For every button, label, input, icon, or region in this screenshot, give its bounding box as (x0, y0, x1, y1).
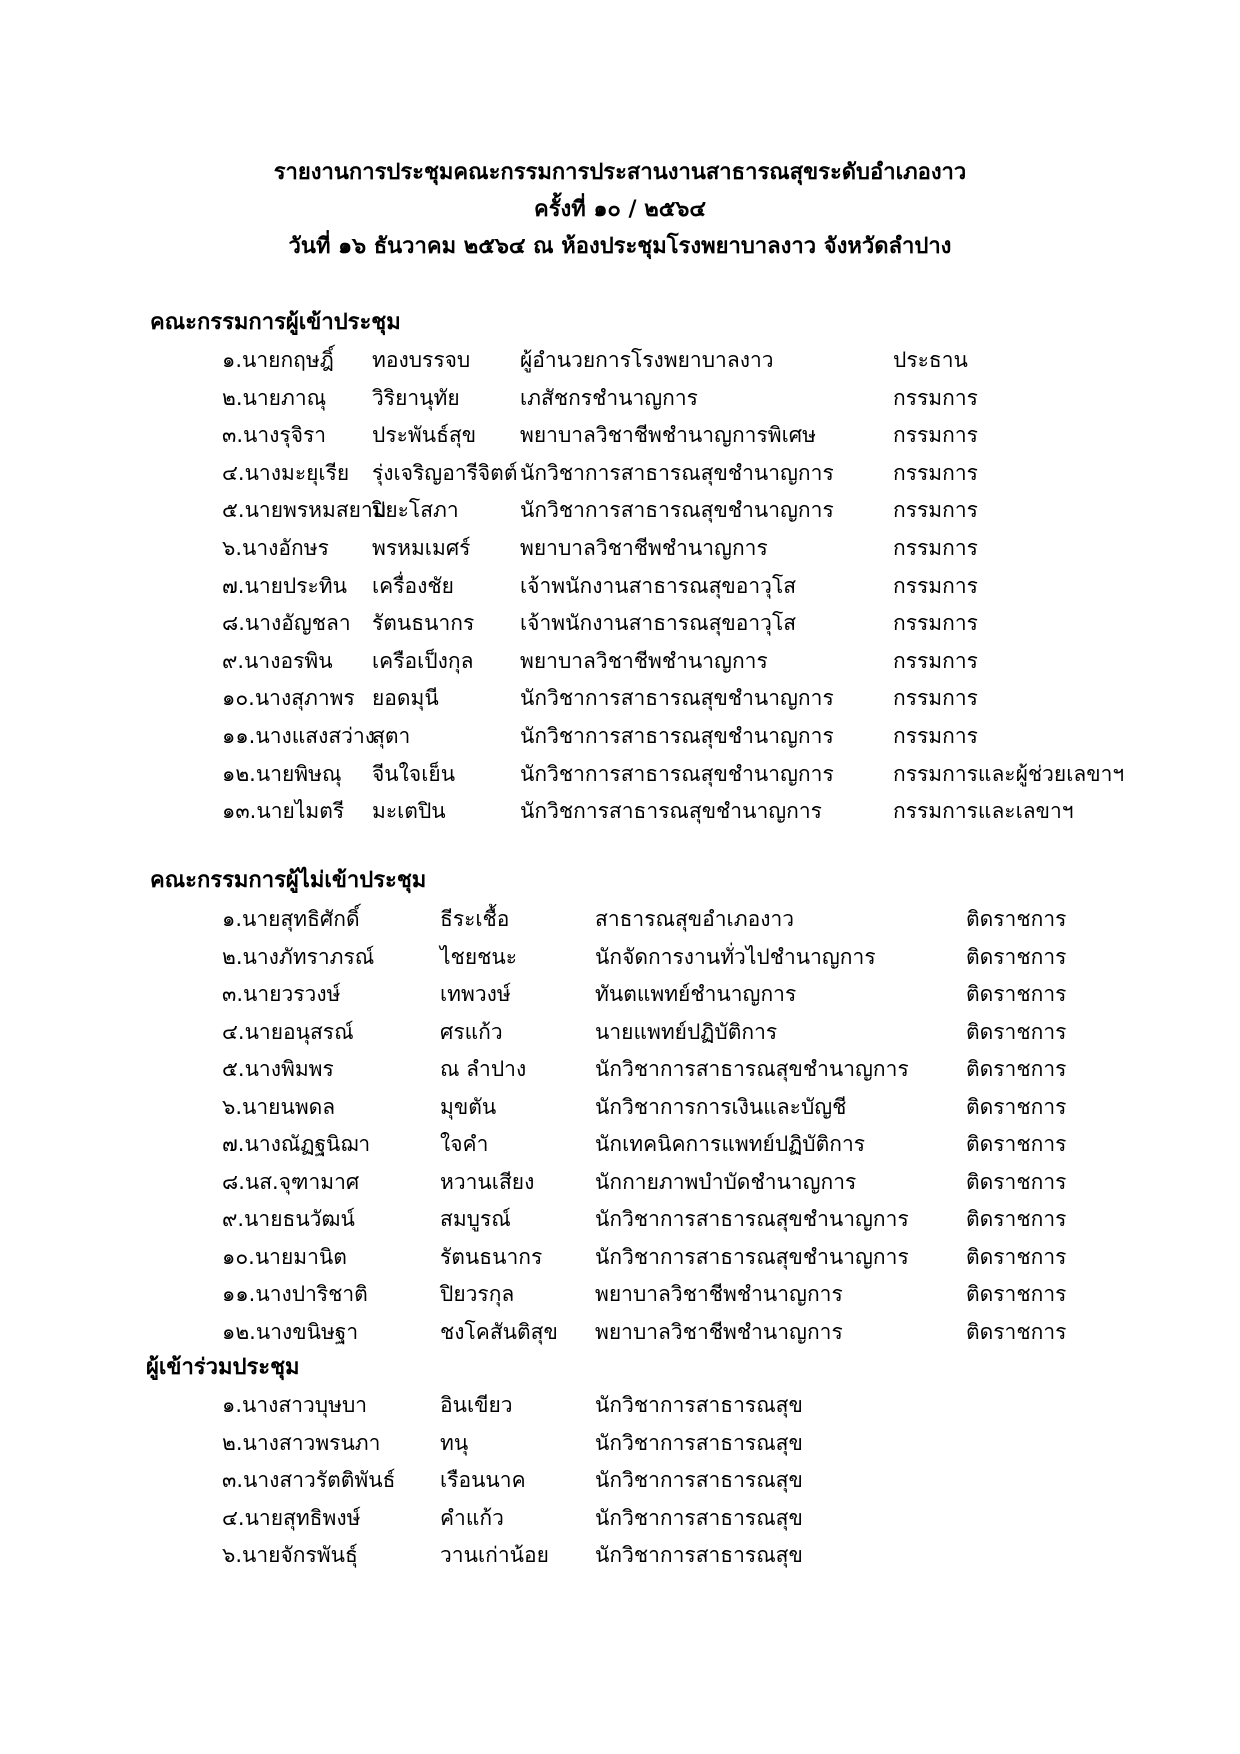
absent-committee-row (0, 1092, 1240, 1122)
person-role: กรรมการ (893, 611, 978, 636)
present-committee-row (0, 383, 1240, 413)
person-name: ๑.นางสาวบุษบา (222, 1393, 368, 1417)
person-role: กรรมการ (893, 724, 978, 748)
person-name: ๓.นางรุจิรา (222, 423, 327, 448)
person-position: นักเทคนิคการแพทย์ปฏิบัติการ (595, 1132, 866, 1156)
person-surname: ยอดมุนี (372, 686, 439, 711)
person-name: ๑๐.นางสุภาพร (222, 686, 355, 711)
person-role: ติดราชการ (966, 1244, 1067, 1269)
person-position: นักวิชาการสาธารณสุข (595, 1393, 803, 1417)
person-surname: รุ่งเจริญอารีจิตต์ (372, 460, 518, 485)
person-role: กรรมการ (893, 686, 978, 711)
person-name: ๒.นางภัทราภรณ์ (222, 944, 375, 969)
person-surname: เครื่องชัย (372, 573, 454, 598)
person-name: ๖.นายจักรพันธุ์ (222, 1543, 358, 1567)
person-role: กรรมการ (893, 648, 978, 673)
person-name: ๑๒.นายพิษณุ (222, 761, 342, 786)
person-position: นักวิชาการการเงินและบัญชี (595, 1094, 847, 1119)
person-surname: มะเตปิน (372, 799, 446, 824)
person-position: พยาบาลวิชาชีพชำนาญการ (520, 648, 768, 673)
person-surname: ธีระเชื้อ (440, 907, 510, 931)
person-position: พยาบาลวิชาชีพชำนาญการ (595, 1282, 843, 1306)
person-role: ติดราชการ (966, 1282, 1067, 1306)
meeting-date-place: วันที่ ๑๖ ธันวาคม ๒๕๖๔ ณ ห้องประชุมโรงพยาบาลงาว จังหวัดลำปาง (288, 234, 952, 259)
person-name: ๑๑.นางปาริชาติ (222, 1282, 368, 1306)
absent-committee-row (0, 942, 1240, 972)
person-role: กรรมการ (893, 573, 978, 598)
person-name: ๘.นส.จุฑามาศ (222, 1169, 360, 1194)
person-name: ๘.นางอัญชลา (222, 611, 351, 636)
absent-committee-row (0, 1054, 1240, 1084)
person-position: นักวิชาการสาธารณสุข (595, 1430, 803, 1455)
person-role: ติดราชการ (966, 1169, 1067, 1194)
present-committee-row (0, 683, 1240, 713)
person-position: ทันตแพทย์ชำนาญการ (595, 982, 797, 1006)
absent-committee-row (0, 1317, 1240, 1347)
person-role: ติดราชการ (966, 944, 1067, 969)
present-committee-row (0, 533, 1240, 563)
participants-row (0, 1540, 1240, 1570)
absent-committee-heading: คณะกรรมการผู้ไม่เข้าประชุม (150, 868, 427, 893)
person-position: พยาบาลวิชาชีพชำนาญการพิเศษ (520, 423, 816, 448)
person-position: นักวิชาการสาธารณสุข (595, 1543, 803, 1567)
person-surname: เทพวงษ์ (440, 982, 511, 1006)
participants-row (0, 1390, 1240, 1420)
person-name: ๑๒.นางขนิษฐา (222, 1319, 359, 1344)
person-role: ติดราชการ (966, 982, 1067, 1006)
person-surname: ไชยชนะ (440, 944, 518, 969)
person-position: นักวิชาการสาธารณสุข (595, 1505, 803, 1530)
person-surname: วิริยานุทัย (372, 385, 460, 410)
person-surname: มุขตัน (440, 1094, 497, 1119)
person-name: ๙.นางอรพิน (222, 648, 333, 673)
person-position: นักวิชาการสาธารณสุขชำนาญการ (520, 761, 834, 786)
person-position: นักวิชาการสาธารณสุขชำนาญการ (520, 460, 834, 485)
document-title: รายงานการประชุมคณะกรรมการประสานงานสาธารณสุขระดับอำเภองาว (273, 160, 967, 185)
person-position: นักวิชาการสาธารณสุขชำนาญการ (595, 1244, 909, 1269)
person-surname: รัตนธนากร (440, 1244, 543, 1269)
person-name: ๖.นางอักษร (222, 536, 329, 560)
present-committee-row (0, 571, 1240, 601)
absent-committee-row (0, 1279, 1240, 1309)
person-surname: ประพันธ์สุข (372, 423, 477, 448)
person-role: กรรมการ (893, 385, 978, 410)
absent-committee-row (0, 1017, 1240, 1047)
person-position: ผู้อำนวยการโรงพยาบาลงาว (520, 348, 774, 372)
person-name: ๕.นายพรหมสยาม (222, 498, 387, 523)
person-name: ๑.นายสุทธิศักดิ์ (222, 907, 360, 931)
person-surname: ใจคำ (440, 1132, 489, 1156)
person-position: นักวิชาการสาธารณสุข (595, 1468, 803, 1492)
present-committee-row (0, 458, 1240, 488)
person-role: ติดราชการ (966, 1019, 1067, 1044)
person-position: เจ้าพนักงานสาธารณสุขอาวุโส (520, 573, 797, 598)
person-role: ติดราชการ (966, 1094, 1067, 1119)
person-position: พยาบาลวิชาชีพชำนาญการ (520, 536, 768, 560)
person-surname: เรือนนาค (440, 1468, 526, 1492)
person-surname: ณ ลำปาง (440, 1057, 527, 1081)
person-position: พยาบาลวิชาชีพชำนาญการ (595, 1319, 843, 1344)
person-role: กรรมการ (893, 460, 978, 485)
person-position: นักวิชาการสาธารณสุขชำนาญการ (520, 498, 834, 523)
meeting-session: ครั้งที่ ๑๐ / ๒๕๖๔ (534, 197, 706, 222)
person-surname: ศรแก้ว (440, 1019, 503, 1044)
present-committee-row (0, 759, 1240, 789)
person-name: ๔.นายสุทธิพงษ์ (222, 1505, 361, 1530)
absent-committee-row (0, 1167, 1240, 1197)
participants-row (0, 1428, 1240, 1458)
person-position: นักวิชาการสาธารณสุขชำนาญการ (595, 1057, 909, 1081)
person-position: นักวิชการสาธารณสุขชำนาญการ (520, 799, 822, 824)
person-position: สาธารณสุขอำเภองาว (595, 907, 795, 931)
person-surname: รัตนธนากร (372, 611, 475, 636)
person-surname: ปิยวรกุล (440, 1282, 515, 1306)
person-surname: จีนใจเย็น (372, 761, 456, 786)
present-committee-row (0, 495, 1240, 525)
person-surname: คำแก้ว (440, 1505, 504, 1530)
person-position: เจ้าพนักงานสาธารณสุขอาวุโส (520, 611, 797, 636)
person-role: กรรมการ (893, 498, 978, 523)
person-position: นายแพทย์ปฏิบัติการ (595, 1019, 778, 1044)
person-role: ประธาน (893, 348, 968, 372)
present-committee-row (0, 345, 1240, 375)
person-name: ๑๓.นายไมตรี (222, 799, 345, 824)
person-name: ๒.นางสาวพรนภา (222, 1430, 381, 1455)
person-role: ติดราชการ (966, 1132, 1067, 1156)
person-surname: สุตา (372, 724, 411, 748)
person-surname: ปิยะโสภา (372, 498, 459, 523)
person-surname: อินเขียว (440, 1393, 513, 1417)
person-surname: วานเก่าน้อย (440, 1543, 549, 1567)
person-position: นักจัดการงานทั่วไปชำนาญการ (595, 944, 876, 969)
person-role: ติดราชการ (966, 1207, 1067, 1231)
person-name: ๙.นายธนวัฒน์ (222, 1207, 355, 1231)
present-committee-row (0, 420, 1240, 450)
absent-committee-row (0, 904, 1240, 934)
person-surname: ชงโคสันติสุข (440, 1319, 558, 1344)
person-role: กรรมการ (893, 536, 978, 560)
participants-heading: ผู้เข้าร่วมประชุม (146, 1355, 300, 1380)
person-role: ติดราชการ (966, 1319, 1067, 1344)
person-name: ๗.นางณัฏฐนิฌา (222, 1132, 371, 1156)
person-name: ๑๑.นางแสงสว่าง (222, 724, 375, 748)
person-surname: ทนุ (440, 1430, 469, 1455)
person-position: เภสัชกรชำนาญการ (520, 385, 698, 410)
person-role: ติดราชการ (966, 1057, 1067, 1081)
person-name: ๗.นายประทิน (222, 573, 348, 598)
person-name: ๖.นายนพดล (222, 1094, 336, 1119)
present-committee-row (0, 608, 1240, 638)
present-committee-row (0, 721, 1240, 751)
present-committee-row (0, 796, 1240, 826)
absent-committee-row (0, 1204, 1240, 1234)
person-name: ๑๐.นายมานิต (222, 1244, 347, 1269)
absent-committee-row (0, 979, 1240, 1009)
person-name: ๕.นางพิมพร (222, 1057, 334, 1081)
absent-committee-row (0, 1242, 1240, 1272)
person-name: ๓.นางสาวรัตติพันธ์ (222, 1468, 396, 1492)
person-position: นักวิชาการสาธารณสุขชำนาญการ (520, 686, 834, 711)
person-position: นักวิชาการสาธารณสุขชำนาญการ (520, 724, 834, 748)
participants-row (0, 1465, 1240, 1495)
present-committee-row (0, 646, 1240, 676)
present-committee-heading: คณะกรรมการผู้เข้าประชุม (150, 310, 401, 335)
person-role: กรรมการและเลขาฯ (893, 799, 1074, 824)
person-surname: ทองบรรจบ (372, 348, 471, 372)
person-position: นักกายภาพบำบัดชำนาญการ (595, 1169, 857, 1194)
person-name: ๔.นางมะยุเรีย (222, 460, 350, 485)
person-surname: หวานเสียง (440, 1169, 535, 1194)
person-name: ๒.นายภาณุ (222, 385, 327, 410)
person-role: กรรมการและผู้ช่วยเลขาฯ (893, 761, 1125, 786)
person-position: นักวิชาการสาธารณสุขชำนาญการ (595, 1207, 909, 1231)
person-surname: เครือเป็งกุล (372, 648, 474, 673)
absent-committee-row (0, 1129, 1240, 1159)
person-name: ๓.นายวรวงษ์ (222, 982, 341, 1006)
person-name: ๑.นายกฤษฎิ์ (222, 348, 334, 372)
person-surname: สมบูรณ์ (440, 1207, 511, 1231)
person-role: กรรมการ (893, 423, 978, 448)
participants-row (0, 1503, 1240, 1533)
person-role: ติดราชการ (966, 907, 1067, 931)
person-surname: พรหมเมศร์ (372, 536, 471, 560)
person-name: ๔.นายอนุสรณ์ (222, 1019, 354, 1044)
